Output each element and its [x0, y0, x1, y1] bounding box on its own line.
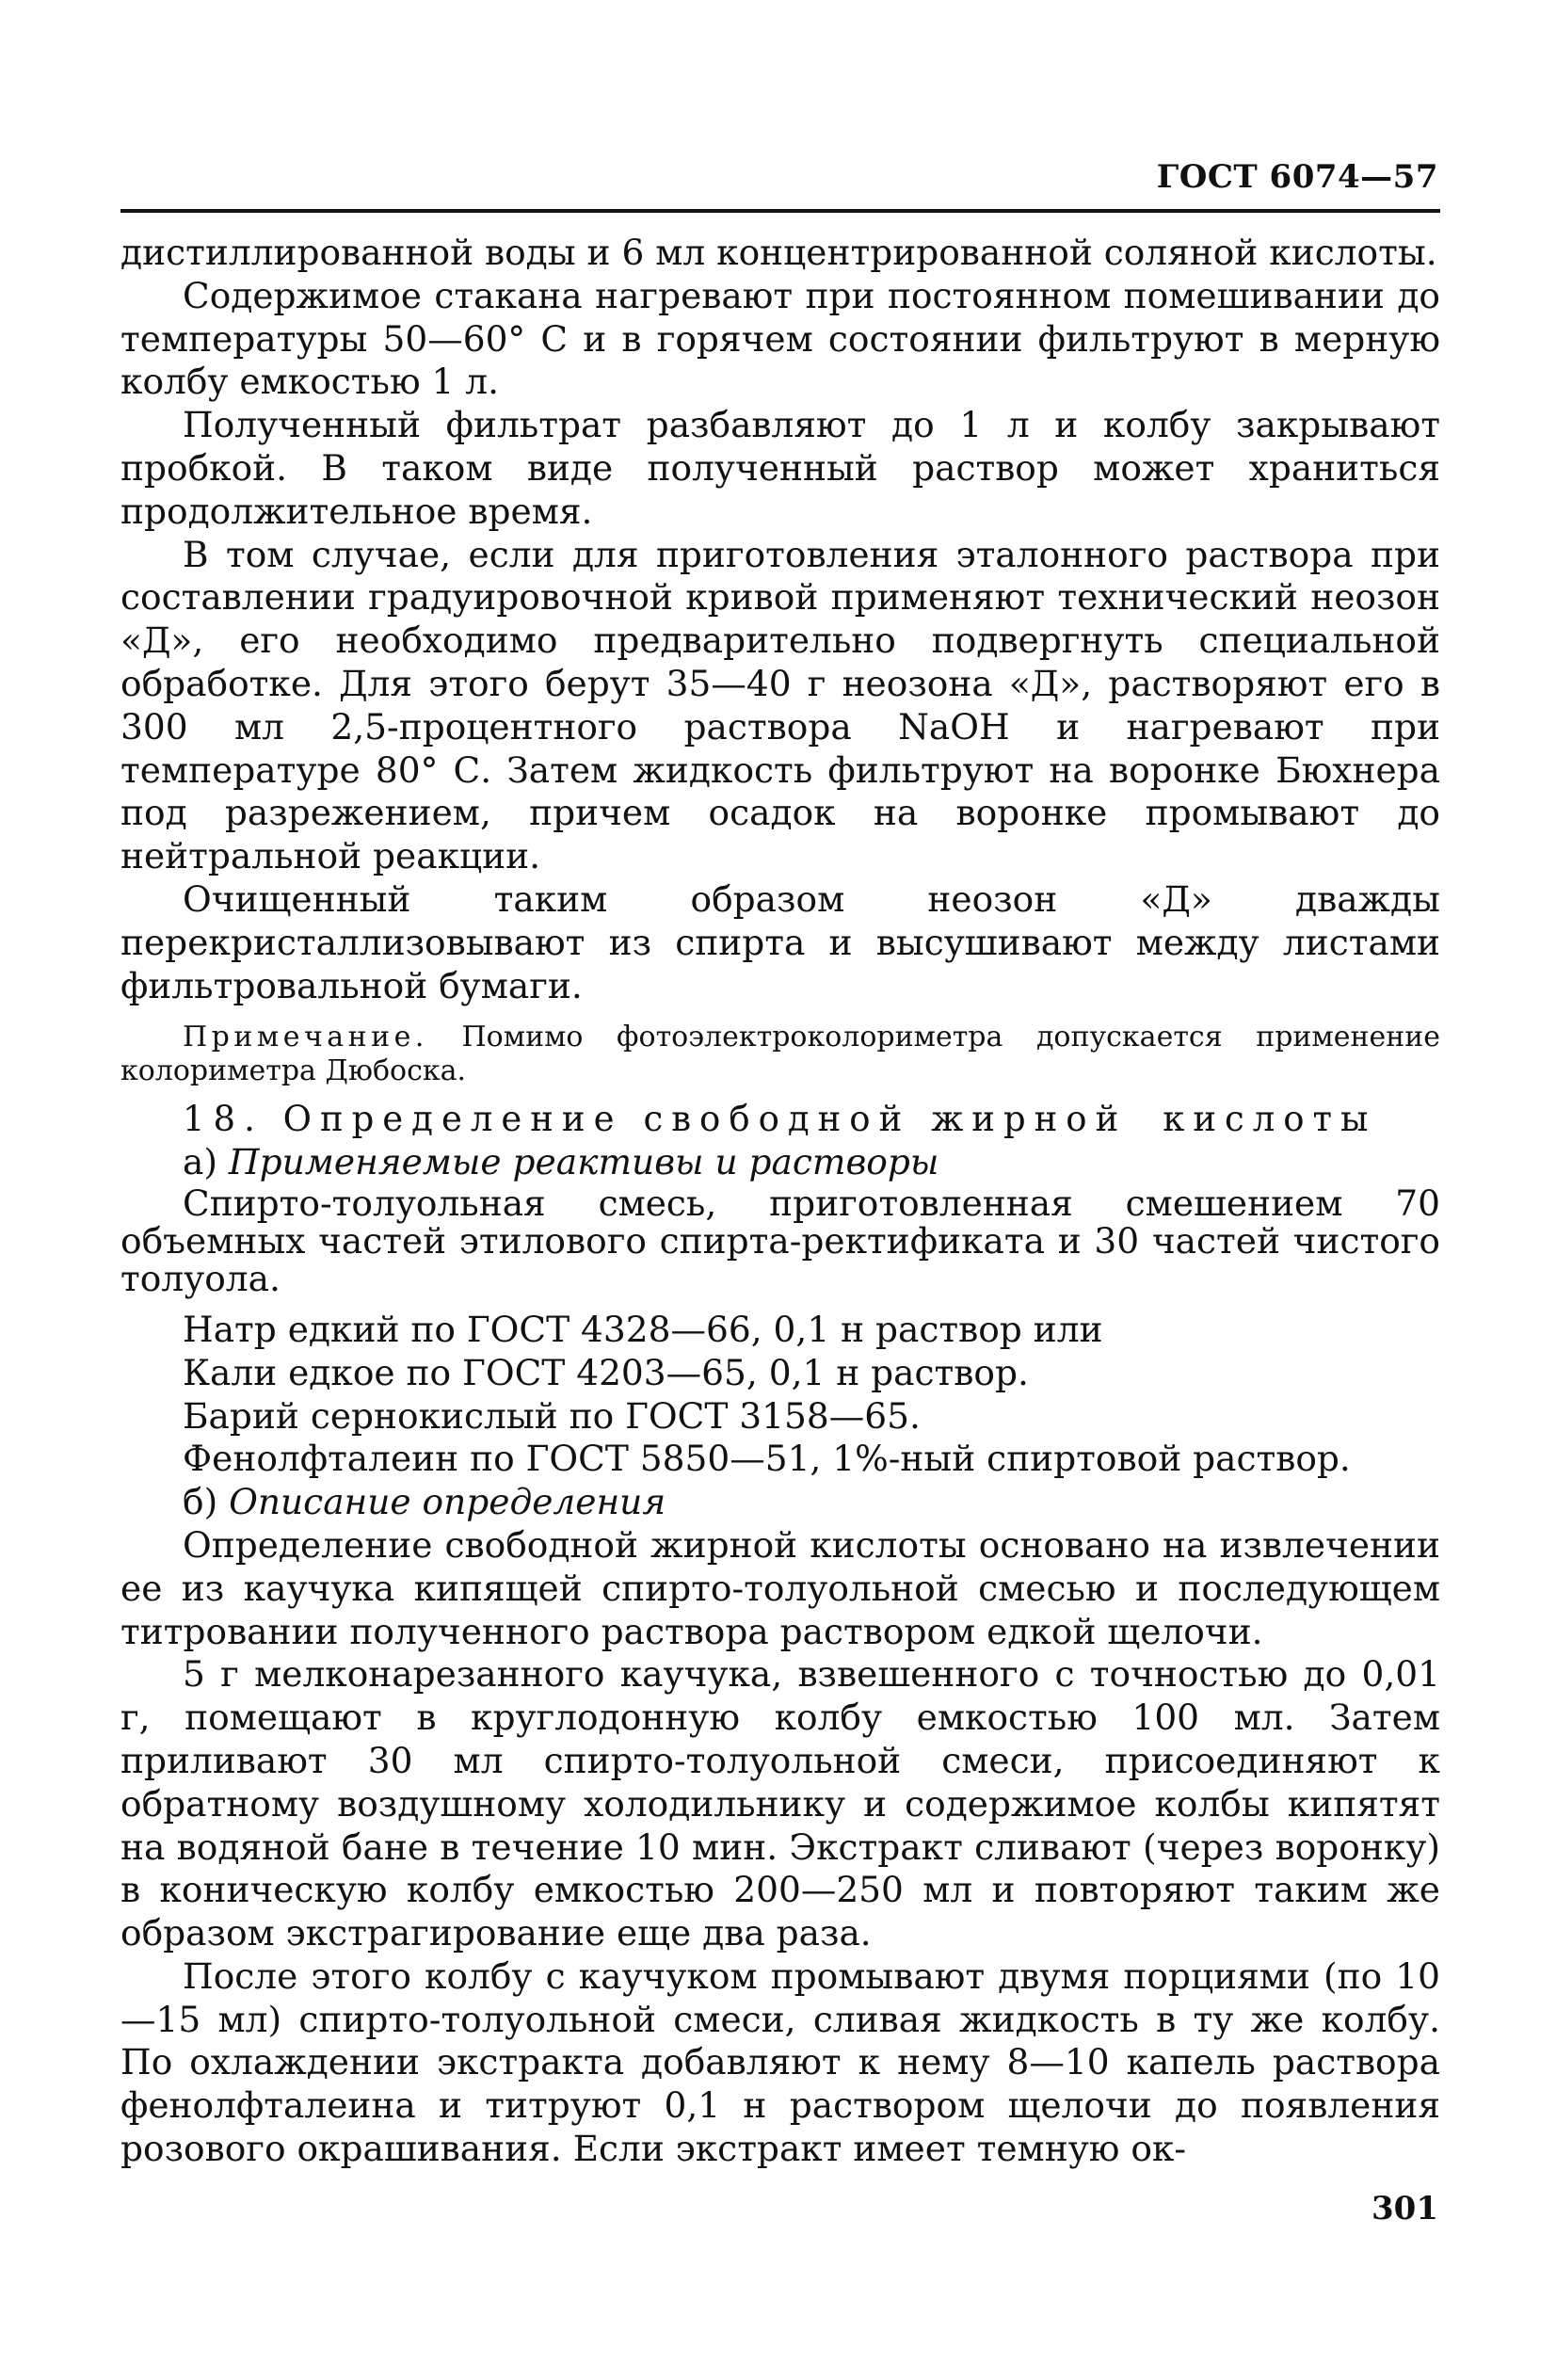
section-title-word-3: жирной — [931, 1099, 1128, 1140]
header-rule — [120, 209, 1440, 213]
paragraph-method-principle: Определение свободной жирной кислоты основано на извлечении ее из каучука кипящей спирто-толуольной смесью и последующем титровании полученного раствора раствором едкой щелочи. — [120, 1523, 1440, 1652]
paragraph-titration: После этого колбу с каучуком промывают двумя порциями (по 10—15 мл) спирто-толуольной смеси, сливая жидкость в ту же колбу. По охлаждении экстракта добавляют к нему 8—10 капель раствора фенолфталеина и титруют 0,1 н раствором щелочи до появления розового окрашивания. Если экстракт имеет темную ок- — [120, 1954, 1440, 2170]
section-title-word-2: свободной — [643, 1099, 911, 1140]
subsection-b-title: Описание определения — [229, 1481, 666, 1523]
section-title-word-4: кислоты — [1163, 1099, 1377, 1140]
section-title-word-1: Определение — [282, 1099, 623, 1140]
paragraph-heating: Содержимое стакана нагревают при постоянном помешивании до температуры 50—60° С и в горячем состоянии фильтруют в мерную колбу емкостью 1 л. — [120, 274, 1440, 403]
paragraph-neozone-treatment: В том случае, если для приготовления эталонного раствора при составлении градуировочной кривой применяют технический неозон «Д», его необходимо предварительно подвергнуть специальной обработке. Для этого берут 35—40 г неозона «Д», растворяют его в 300 мл 2,5-процентного раствора NaOH и нагревают при температуре 80° С. Затем жидкость фильтруют на воронке Бюхнера под разрежением, причем осадок на воронке промывают до нейтральной реакции. — [120, 533, 1440, 877]
reagent-barium-sulfate: Барий сернокислый по ГОСТ 3158—65. — [183, 1394, 921, 1437]
subsection-a-heading — [120, 1141, 1440, 1184]
reagent-sodium-hydroxide: Натр едкий по ГОСТ 4328—66, 0,1 н раствор или — [183, 1308, 1103, 1350]
subsection-a-title: Применяемые реактивы и растворы — [228, 1141, 939, 1183]
paragraph-extraction: 5 г мелконарезанного каучука, взвешенного с точностью до 0,01 г, помещают в круглодонную колбу емкостью 100 мл. Затем приливают 30 мл спирто-толуольной смеси, присоединяют к обратному воздушному холодильнику и содержимое колбы кипятят на водяной бане в течение 10 мин. Экстракт сливают (через воронку) в коническую колбу емкостью 200—250 мл и повторяют таким же образом экстрагирование еще два раза. — [120, 1653, 1440, 1954]
note-label: Примечание. — [183, 1021, 428, 1054]
reagent-potassium-hydroxide: Кали едкое по ГОСТ 4203—65, 0,1 н раствор. — [183, 1351, 1029, 1393]
note-text: Помимо фотоэлектроколориметра допускается применение колориметра Дюбоска. — [120, 1021, 1440, 1088]
note — [120, 1021, 1440, 1088]
main-text — [120, 232, 1440, 2171]
standard-code-header: ГОСТ 6074—57 — [1156, 158, 1438, 196]
page-number: 301 — [1372, 2190, 1438, 2227]
subsection-b-heading — [120, 1481, 1440, 1524]
section-18-heading — [120, 1098, 1440, 1141]
reagent-phenolphthalein: Фенолфталеин по ГОСТ 5850—51, 1%-ный спиртовой раствор. — [183, 1438, 1351, 1480]
section-number: 18. — [183, 1099, 264, 1140]
subsection-a-label: а) — [183, 1141, 217, 1183]
paragraph-recrystallization: Очищенный таким образом неозон «Д» дважды перекристаллизовывают из спирта и высушивают между листами фильтровальной бумаги. — [120, 877, 1440, 1006]
subsection-b-label: б) — [183, 1481, 218, 1523]
paragraph-filtrate: Полученный фильтрат разбавляют до 1 л и колбу закрывают пробкой. В таком виде полученный раствор может храниться продолжительное время. — [120, 404, 1440, 532]
reagent-solvent-mixture: Спирто-толуольная смесь, приготовленная смешением 70 объемных частей этилового спирта-ректификата и 30 частей чистого толуола. — [120, 1182, 1440, 1299]
paragraph-continuation: дистиллированной воды и 6 мл концентрированной соляной кислоты. — [120, 232, 1437, 273]
